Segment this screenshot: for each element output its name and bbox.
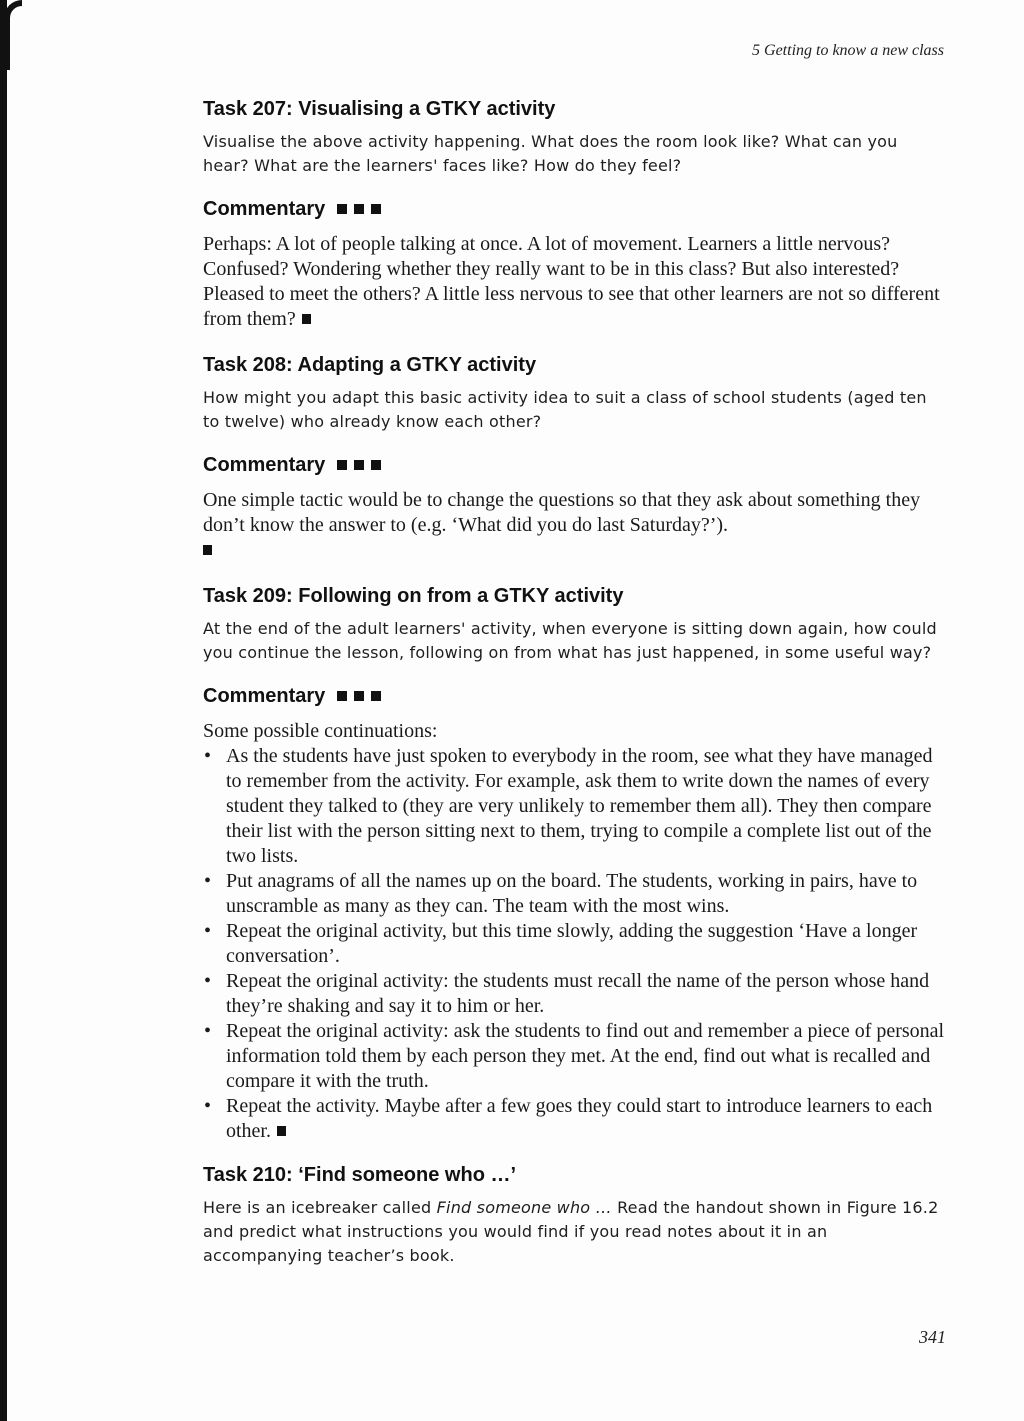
list-item — [203, 969, 948, 1019]
bullet-icon: • — [204, 1095, 212, 1117]
bullet-icon: • — [204, 920, 212, 942]
bullet-icon: • — [204, 870, 212, 892]
task-209-text: At the end of the adult learners' activity, when everyone is sitting down again, how could you continue the lesson, following on from what has just happened, in some useful way? — [203, 619, 937, 662]
commentary-209-intro: Some possible continuations: — [203, 720, 438, 742]
binding-curve — [4, 0, 22, 70]
bullet-icon: • — [204, 745, 212, 767]
task-210-text — [203, 1196, 948, 1268]
list-item — [203, 919, 948, 969]
list-item-text: Repeat the original activity: ask the students to find out and remember a piece of personal information told them by each person they met. At the end, find out what is recalled and compare it with the truth. — [226, 1020, 945, 1092]
end-square-icon — [203, 545, 212, 555]
list-item-text: Repeat the activity. Maybe after a few goes they could start to introduce learners to each other. — [226, 1095, 933, 1142]
square-icon — [354, 460, 364, 470]
commentary-label: Commentary — [203, 454, 326, 476]
commentary-209-heading — [203, 683, 948, 709]
task-208-heading: Task 208: Adapting a GTKY activity — [203, 354, 537, 376]
list-item-text: As the students have just spoken to everybody in the room, see what they have managed to remember from the activity. For example, ask them to write down the names of every student they talked to (they are very unlikely to remember them all). They then compare their list with the person sitting next to them, trying to compile a complete list out of the two lists. — [226, 745, 933, 867]
task-210-heading: Task 210: ‘Find someone who …’ — [203, 1164, 517, 1186]
list-item-text: Repeat the original activity, but this time slowly, adding the suggestion ‘Have a longer conversation’. — [226, 920, 918, 967]
commentary-207-text — [203, 232, 948, 332]
list-item-text: Put anagrams of all the names up on the board. The students, working in pairs, have to unscramble as many as they can. The team with the most wins. — [226, 870, 918, 917]
task-207-heading: Task 207: Visualising a GTKY activity — [203, 98, 556, 120]
square-icon — [371, 460, 381, 470]
list-item — [203, 1094, 948, 1144]
commentary-207-heading — [203, 196, 948, 222]
square-icon — [337, 691, 347, 701]
list-item-text: Repeat the original activity: the students must recall the name of the person whose hand they’re shaking and say it to him or her. — [226, 970, 930, 1017]
end-square-icon — [277, 1126, 286, 1136]
square-icon — [371, 204, 381, 214]
binding-edge — [0, 0, 7, 1421]
task-209-heading: Task 209: Following on from a GTKY activity — [203, 585, 624, 607]
square-icon — [337, 204, 347, 214]
task-210-text-before: Here is an icebreaker called — [203, 1198, 437, 1217]
bullet-icon: • — [204, 1020, 212, 1042]
bullet-icon: • — [204, 970, 212, 992]
end-square-icon — [302, 314, 311, 324]
square-icon — [354, 204, 364, 214]
commentary-208-body: One simple tactic would be to change the questions so that they ask about something they don’t know the answer to (e.g. ‘What did you do last Saturday?’). — [203, 489, 921, 536]
task-207-text: Visualise the above activity happening. What does the room look like? What can you hear? What are the learners' faces like? How do they feel? — [203, 132, 898, 175]
square-icon — [354, 691, 364, 701]
commentary-label: Commentary — [203, 685, 326, 707]
commentary-label: Commentary — [203, 198, 326, 220]
task-208-text: How might you adapt this basic activity idea to suit a class of school students (aged ten to twelve) who already know each other? — [203, 388, 927, 431]
square-icon — [337, 460, 347, 470]
list-item — [203, 744, 948, 869]
square-icon — [371, 691, 381, 701]
list-item — [203, 1019, 948, 1094]
page-content — [203, 96, 948, 1286]
continuations-list — [203, 744, 948, 1144]
page-number: 341 — [919, 1327, 946, 1347]
task-210-text-italic: Find someone who … — [436, 1198, 612, 1217]
commentary-208-text — [203, 488, 948, 563]
list-item — [203, 869, 948, 919]
running-head: 5 Getting to know a new class — [752, 42, 944, 59]
commentary-208-heading — [203, 452, 948, 478]
commentary-207-body: Perhaps: A lot of people talking at once. A lot of movement. Learners a little nervous? Confused? Wondering whether they really want to be in this class? But also interested? Pleased to meet the others? A little less nervous to see that other learners are not so different from them? — [203, 233, 940, 330]
task-210-text-after: Read the handout shown in Figure 16.2 and predict what instructions you would find if you read notes about it in an accompanying teacher’s book. — [203, 1198, 939, 1265]
